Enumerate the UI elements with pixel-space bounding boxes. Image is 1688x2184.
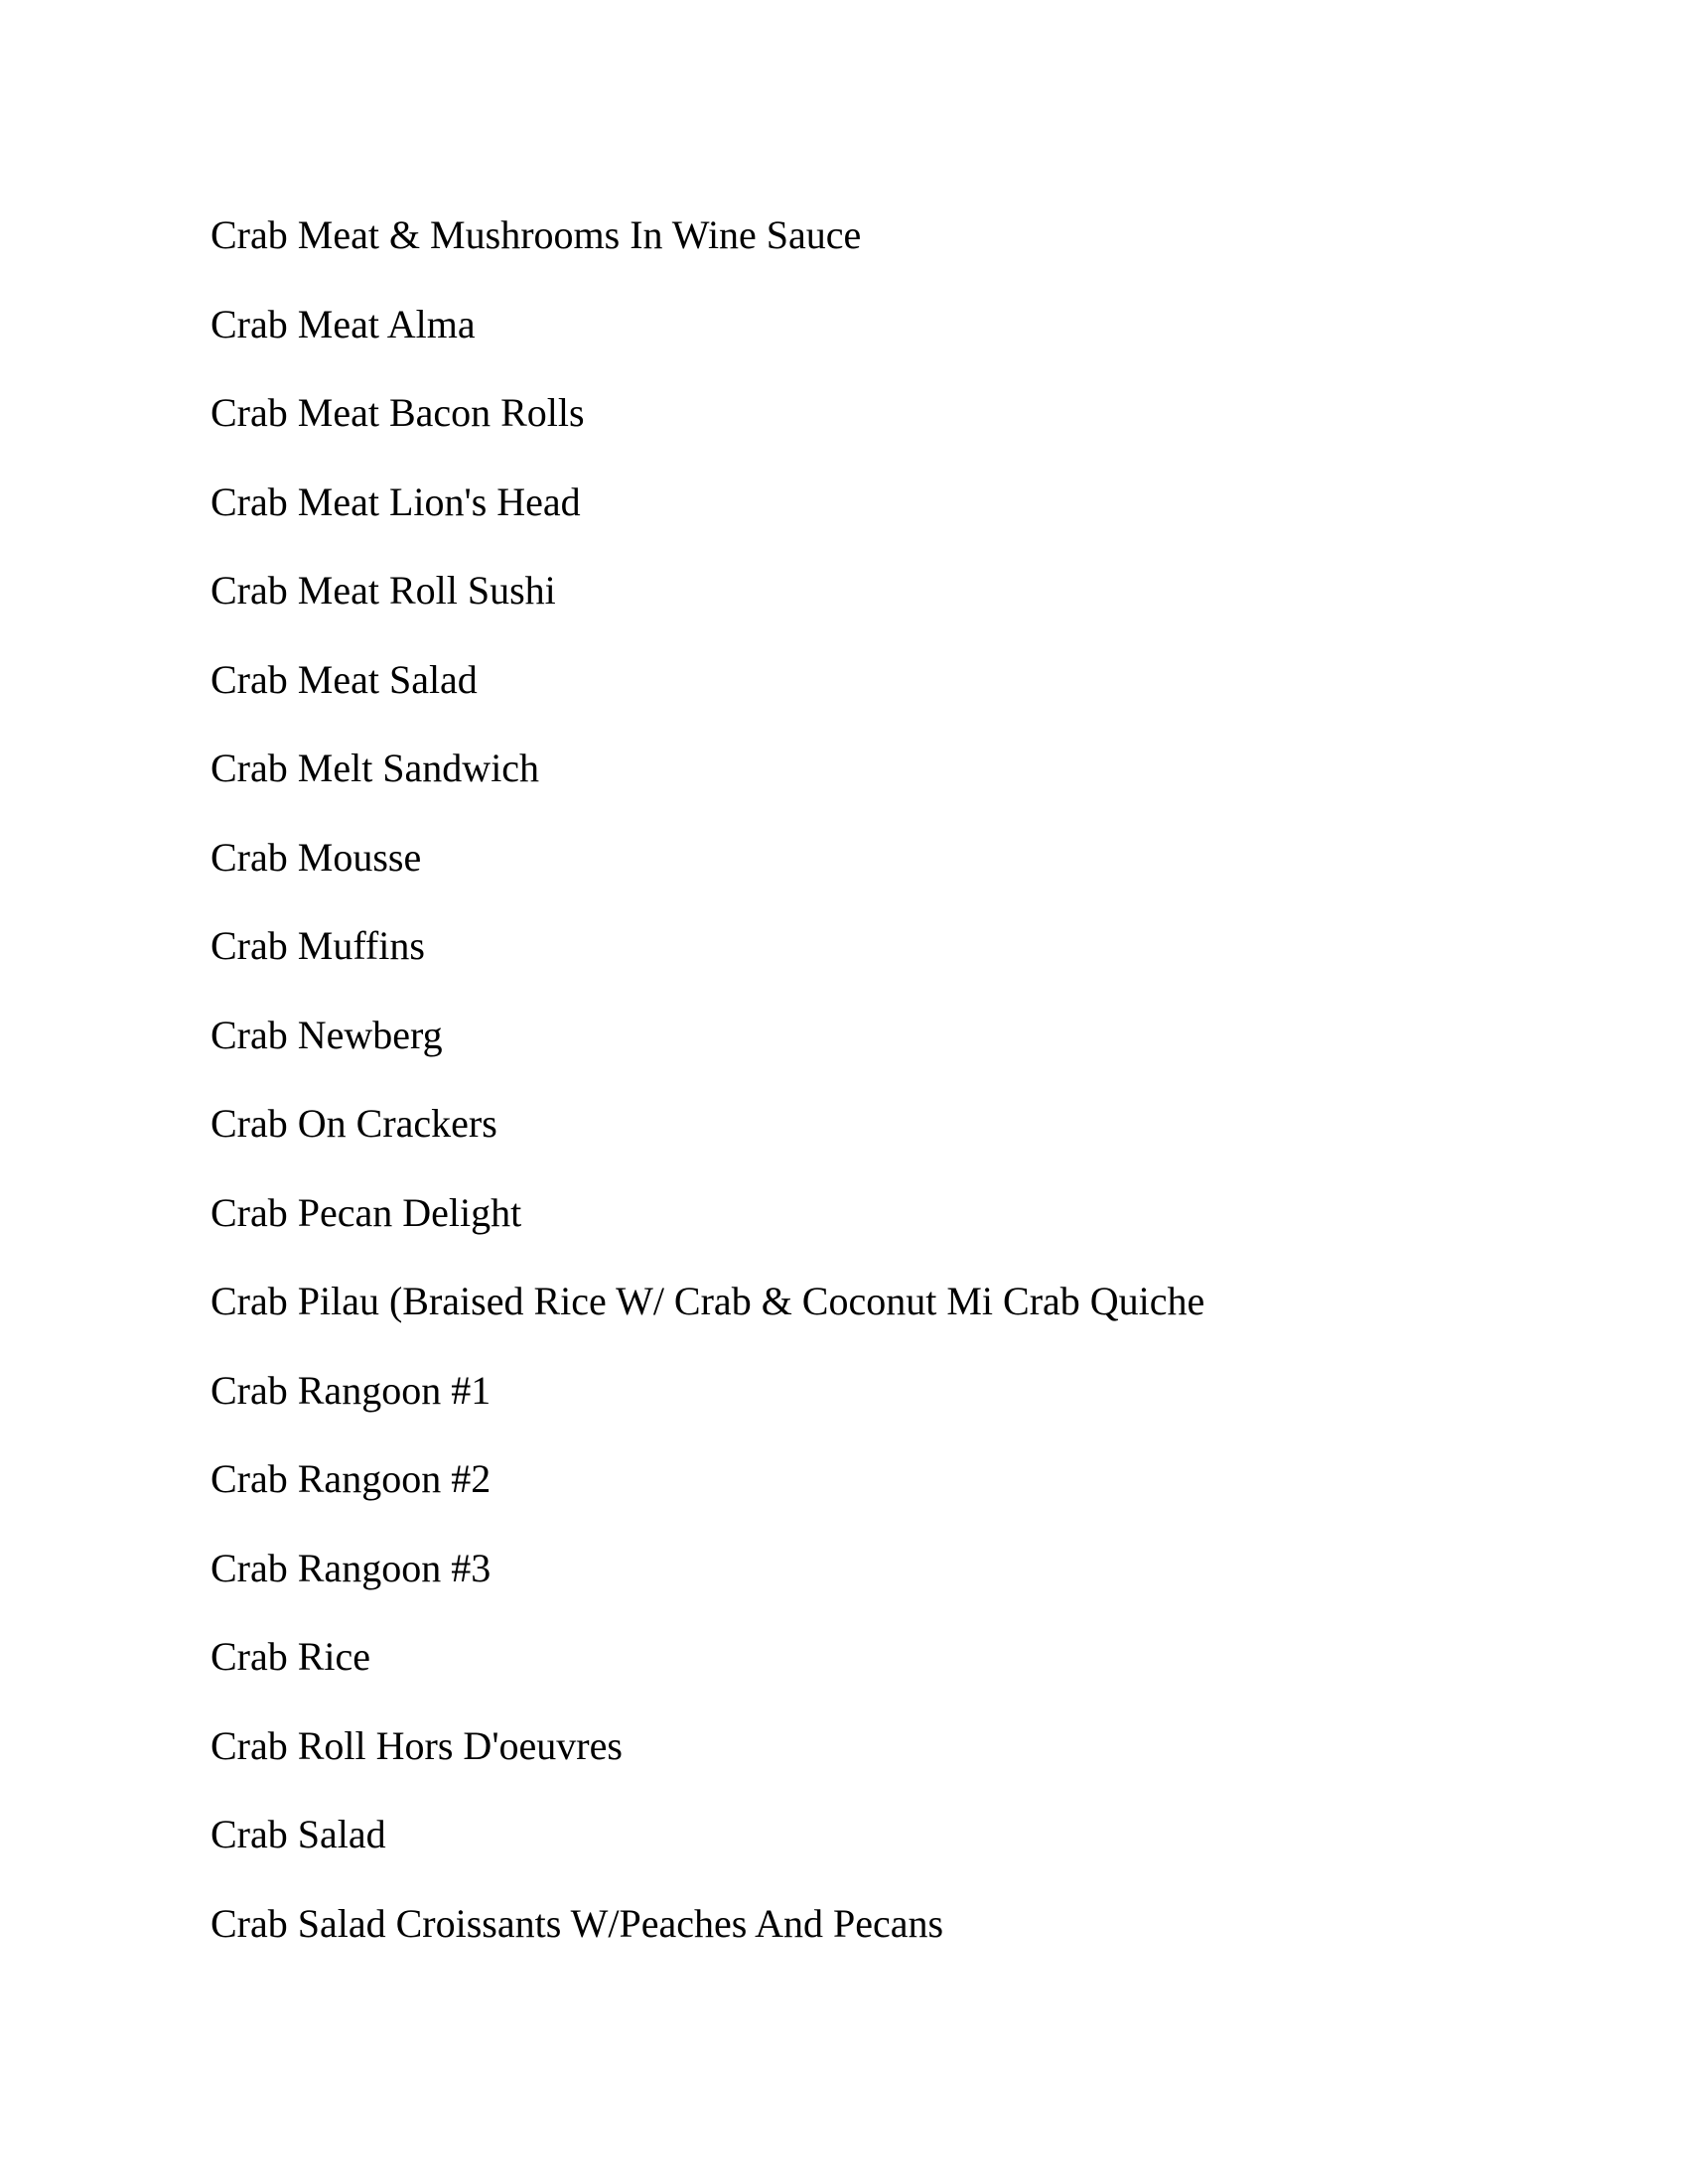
recipe-item: Crab Rangoon #2	[211, 1456, 492, 1501]
recipe-item: Crab Rangoon #1	[211, 1367, 492, 1413]
recipe-item: Crab Meat Alma	[211, 301, 476, 346]
recipe-item: Crab Pilau (Braised Rice W/ Crab & Coconut Mi Crab Quiche	[211, 1279, 1205, 1323]
recipe-item: Crab Salad Croissants W/Peaches And Pecans	[211, 1900, 944, 1946]
recipe-item: Crab Pecan Delight	[211, 1189, 522, 1235]
recipe-list	[211, 191, 1601, 1968]
recipe-item: Crab Salad	[211, 1812, 386, 1856]
recipe-item: Crab Meat Salad	[211, 656, 478, 702]
recipe-item: Crab On Crackers	[211, 1101, 497, 1146]
recipe-item: Crab Rangoon #3	[211, 1545, 492, 1590]
recipe-item: Crab Mousse	[211, 834, 422, 880]
recipe-item: Crab Roll Hors D'oeuvres	[211, 1722, 623, 1768]
recipe-item: Crab Meat & Mushrooms In Wine Sauce	[211, 212, 862, 257]
recipe-item: Crab Rice	[211, 1634, 371, 1679]
recipe-item: Crab Muffins	[211, 923, 425, 968]
recipe-item: Crab Meat Roll Sushi	[211, 568, 556, 613]
recipe-item: Crab Meat Lion's Head	[211, 478, 581, 524]
recipe-item: Crab Melt Sandwich	[211, 746, 540, 790]
recipe-item: Crab Meat Bacon Rolls	[211, 390, 585, 435]
recipe-item: Crab Newberg	[211, 1012, 443, 1057]
